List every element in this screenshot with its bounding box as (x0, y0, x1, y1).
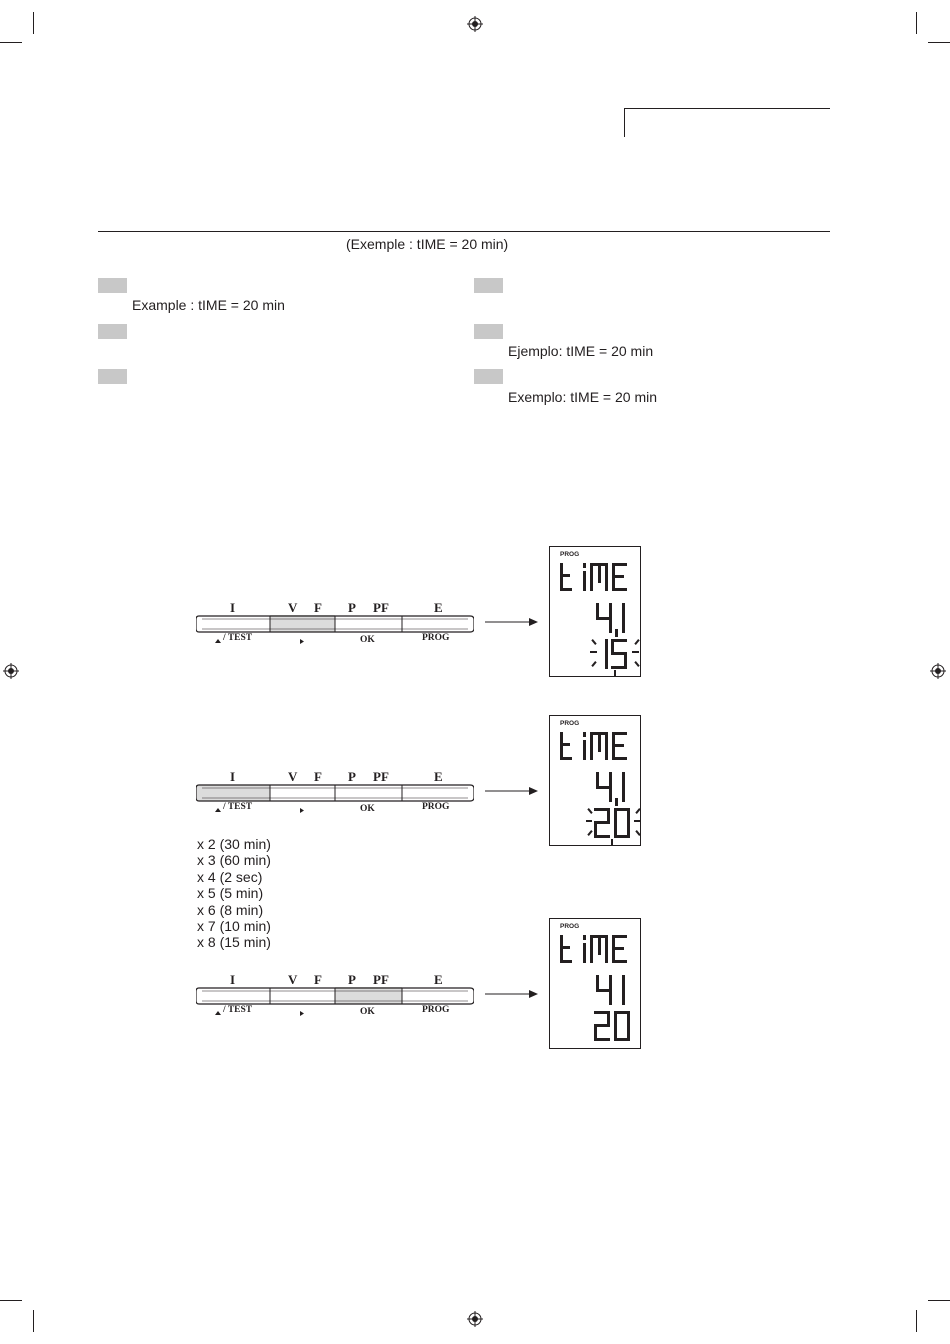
panel-label-f: F (314, 972, 322, 987)
panel-label-i: I (230, 972, 236, 987)
crop-mark-bottom-right-v (916, 1310, 917, 1332)
language-box (474, 369, 503, 384)
header-rule-horizontal (624, 108, 830, 109)
panel-label-f: F (314, 769, 322, 784)
registration-mark-icon (467, 1311, 483, 1327)
crop-mark-bottom-left-h (0, 1300, 22, 1301)
panel-label-v: V (288, 600, 298, 615)
panel-sublabel-ok: OK (360, 1007, 375, 1017)
arrow-right-icon (485, 988, 539, 1000)
registration-mark-icon (3, 663, 19, 679)
language-box (474, 324, 503, 339)
language-box (474, 278, 503, 293)
list-item: x 2 (30 min) (197, 836, 271, 852)
header-rule-vertical (624, 108, 625, 137)
panel-label-v: V (288, 972, 298, 987)
crop-mark-top-right-h (928, 42, 950, 43)
panel-label-i: I (230, 769, 236, 784)
panel-label-e: E (434, 972, 443, 987)
lcd-display (549, 918, 641, 1049)
meter-button-panel (196, 769, 474, 814)
example-text-english: Example : tIME = 20 min (132, 297, 285, 313)
example-text-spanish: Ejemplo: tIME = 20 min (508, 343, 654, 359)
lcd-prog-indicator: PROG (560, 720, 580, 727)
panel-sublabel-ok: OK (360, 635, 375, 645)
registration-mark-icon (467, 16, 483, 32)
panel-label-e: E (434, 769, 443, 784)
panel-label-pf: PF (373, 600, 389, 615)
panel-label-e: E (434, 600, 443, 615)
lcd-prog-indicator: PROG (560, 551, 580, 558)
panel-label-p: P (348, 769, 356, 784)
lcd-prog-indicator: PROG (560, 923, 580, 930)
section-rule (98, 231, 830, 232)
meter-button-panel (196, 972, 474, 1017)
lcd-segments (550, 716, 642, 847)
crop-mark-bottom-left-v (33, 1310, 34, 1332)
panel-sublabel-ok: OK (360, 804, 375, 814)
crop-mark-bottom-right-h (928, 1300, 950, 1301)
example-text-portuguese: Exemplo: tIME = 20 min (508, 389, 658, 405)
panel-label-p: P (348, 600, 356, 615)
lcd-segments (550, 919, 642, 1050)
panel-sublabel-prog: PROG (422, 802, 450, 812)
lcd-display (549, 546, 641, 677)
arrow-right-icon (485, 616, 539, 628)
panel-label-f: F (314, 600, 322, 615)
panel-sublabel-test: / TEST (223, 802, 253, 812)
panel-label-pf: PF (373, 769, 389, 784)
panel-label-pf: PF (373, 972, 389, 987)
panel-label-v: V (288, 769, 298, 784)
list-item: x 5 (5 min) (197, 885, 264, 902)
crop-mark-top-left-v (33, 12, 34, 34)
panel-label-i: I (230, 600, 236, 615)
section-caption: (Exemple : tIME = 20 min) (346, 236, 509, 252)
arrow-right-icon (485, 785, 539, 797)
panel-sublabel-prog: PROG (422, 633, 450, 643)
language-box (98, 324, 127, 339)
panel-sublabel-test: / TEST (223, 633, 253, 643)
lcd-segments (550, 547, 642, 678)
crop-mark-top-left-h (0, 42, 22, 43)
language-box (98, 278, 127, 293)
language-box (98, 369, 127, 384)
lcd-display (549, 715, 641, 846)
panel-sublabel-test: / TEST (223, 1005, 253, 1015)
crop-mark-top-right-v (916, 12, 917, 34)
panel-sublabel-prog: PROG (422, 1005, 450, 1015)
registration-mark-icon (930, 663, 946, 679)
meter-button-panel (196, 600, 474, 645)
list-item: x 8 (15 min) (197, 934, 271, 951)
list-item: x 4 (2 sec) (197, 868, 263, 885)
list-item: x 7 (10 min) (197, 918, 271, 935)
list-item: x 6 (8 min) (197, 901, 264, 918)
list-item: x 3 (60 min) (197, 852, 271, 869)
panel-label-p: P (348, 972, 356, 987)
press-count-list (197, 836, 271, 951)
